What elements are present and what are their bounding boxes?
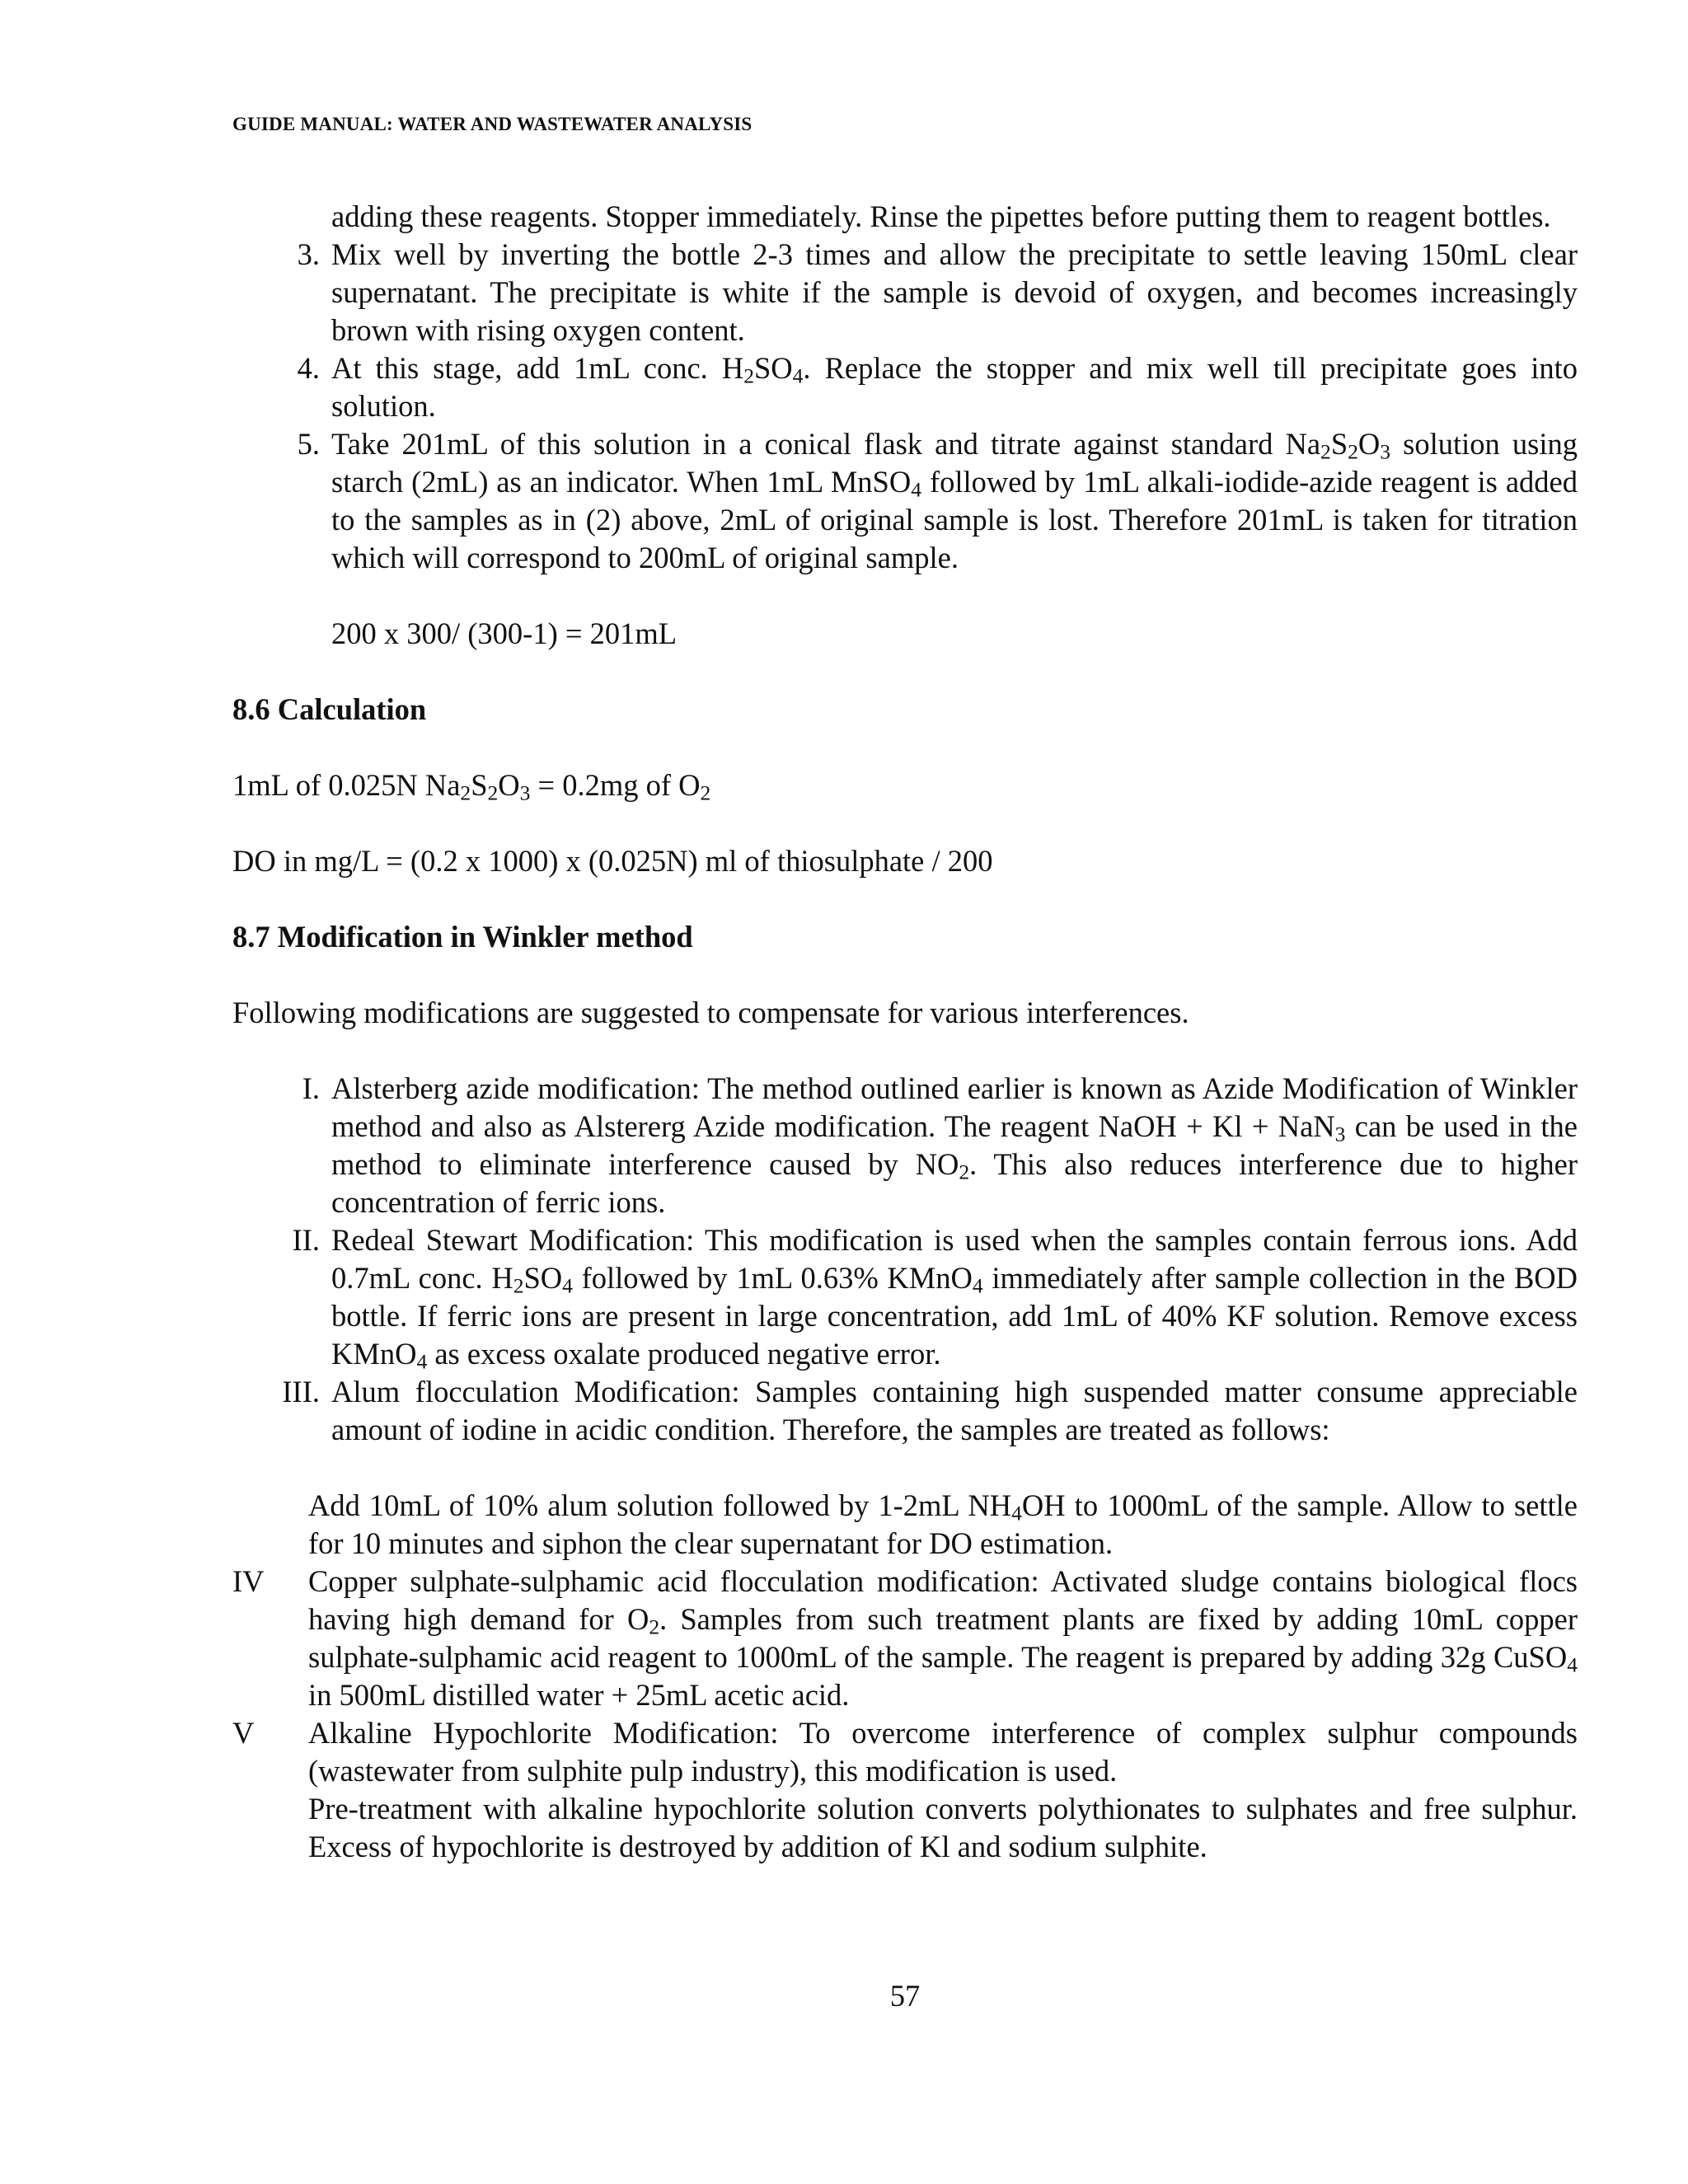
step-number: 4. bbox=[297, 351, 320, 385]
step-2-continuation: adding these reagents. Stopper immediately. Rinse the pipettes before putting them to reagent bottles. bbox=[331, 199, 1551, 233]
step-3 bbox=[232, 236, 1578, 349]
section-heading-modification: 8.7 Modification in Winkler method bbox=[232, 920, 693, 954]
item-numeral: I. bbox=[302, 1071, 320, 1105]
page-number: 57 bbox=[889, 1979, 921, 2013]
step-text: At this stage, add 1mL conc. $H_2SO_4$. Replace the stopper and mix well till precipitate goes into solution. bbox=[331, 351, 1578, 423]
equation-thiosulphate: 1mL of 0.025N $Na_2S_2O_3 = 0.2mg$ of $O_2$ bbox=[232, 768, 711, 805]
page-body bbox=[232, 198, 1578, 1866]
modification-item-v bbox=[232, 1714, 1578, 1866]
step-text: Take 201mL of this solution in a conical flask and titrate against standard $Na_2S_2O_3$ solution using starch (2mL) as an indicator. When 1mL MnSO$_4$ followed by 1mL alkali-iodide-azide reagent is added to the samples as in (2) above, 2mL of original sample is lost. Therefore 201mL is taken for titration which will correspond to 200mL of original sample. bbox=[331, 427, 1578, 574]
item-text: Alkaline Hypochlorite Modification: To overcome interference of complex sulphur compounds (wastewater from sulphite pulp industry), this modification is used. bbox=[308, 1716, 1578, 1788]
item-numeral: V bbox=[232, 1716, 255, 1750]
step-4 bbox=[232, 349, 1578, 425]
volume-formula: 200 x 300/ (300-1) = 201mL bbox=[331, 616, 678, 650]
step-5 bbox=[232, 425, 1578, 577]
item-numeral: IV bbox=[232, 1564, 265, 1598]
document-page bbox=[232, 0, 1578, 2184]
equation-do: DO in mg/L = (0.2 x 1000) x (0.025N) ml of thiosulphate / 200 bbox=[232, 844, 993, 878]
section-heading-calculation: 8.6 Calculation bbox=[232, 692, 427, 726]
modification-intro: Following modifications are suggested to compensate for various interferences. bbox=[232, 996, 1189, 1029]
modification-item-iv bbox=[232, 1563, 1578, 1714]
item-text-continued: Pre-treatment with alkaline hypochlorite solution converts polythionates to sulphates and free sulphur. Excess of hypochlorite is destroyed by addition of Kl and sodium sulphite. bbox=[308, 1792, 1578, 1863]
modification-item-i bbox=[232, 1070, 1578, 1221]
item-numeral: II. bbox=[292, 1223, 320, 1257]
item-text: Alsterberg azide modification: The method outlined earlier is known as Azide Modification of Winkler method and also as Alstererg Azide modification. The reagent NaOH + Kl + NaN$_3$ can be used in the method to eliminate interference caused by $NO_2$. This also reduces interference due to higher concentration of ferric ions. bbox=[331, 1071, 1578, 1219]
modification-item-ii bbox=[232, 1221, 1578, 1373]
modification-item-iii bbox=[232, 1373, 1578, 1449]
item-text: Copper sulphate-sulphamic acid flocculation modification: Activated sludge contains biological flocs having high demand for $O_2$. Samples from such treatment plants are fixed by adding 10mL copper sulphate-sulphamic acid reagent to 1000mL of the sample. The reagent is prepared by adding 32g CuSO$_4$ in 500mL distilled water + 25mL acetic acid. bbox=[308, 1564, 1578, 1712]
item-text: Redeal Stewart Modification: This modification is used when the samples contain ferrous ions. Add 0.7mL conc. $H_2SO_4$ followed by 1mL 0.63% KMnO$_4$ immediately after sample collection in the BOD bottle. If ferric ions are present in large concentration, add 1mL of 40% KF solution. Remove excess KMnO$_4$ as excess oxalate produced negative error. bbox=[331, 1223, 1578, 1374]
alum-procedure: Add 10mL of 10% alum solution followed by 1-2mL $NH_4OH$ to 1000mL of the sample. Allow to settle for 10 minutes and siphon the clear supernatant for DO estimation. bbox=[308, 1488, 1578, 1560]
step-text: Mix well by inverting the bottle 2-3 times and allow the precipitate to settle leaving 150mL clear supernatant. The precipitate is white if the sample is devoid of oxygen, and becomes increasingly brown with rising oxygen content. bbox=[331, 237, 1578, 347]
item-text: Alum flocculation Modification: Samples containing high suspended matter consume appreciable amount of iodine in acidic condition. Therefore, the samples are treated as follows: bbox=[331, 1375, 1578, 1446]
step-number: 5. bbox=[297, 427, 320, 461]
running-header: GUIDE MANUAL: WATER AND WASTEWATER ANALYSIS bbox=[232, 114, 753, 134]
item-numeral: III. bbox=[282, 1375, 320, 1408]
step-number: 3. bbox=[297, 237, 320, 271]
